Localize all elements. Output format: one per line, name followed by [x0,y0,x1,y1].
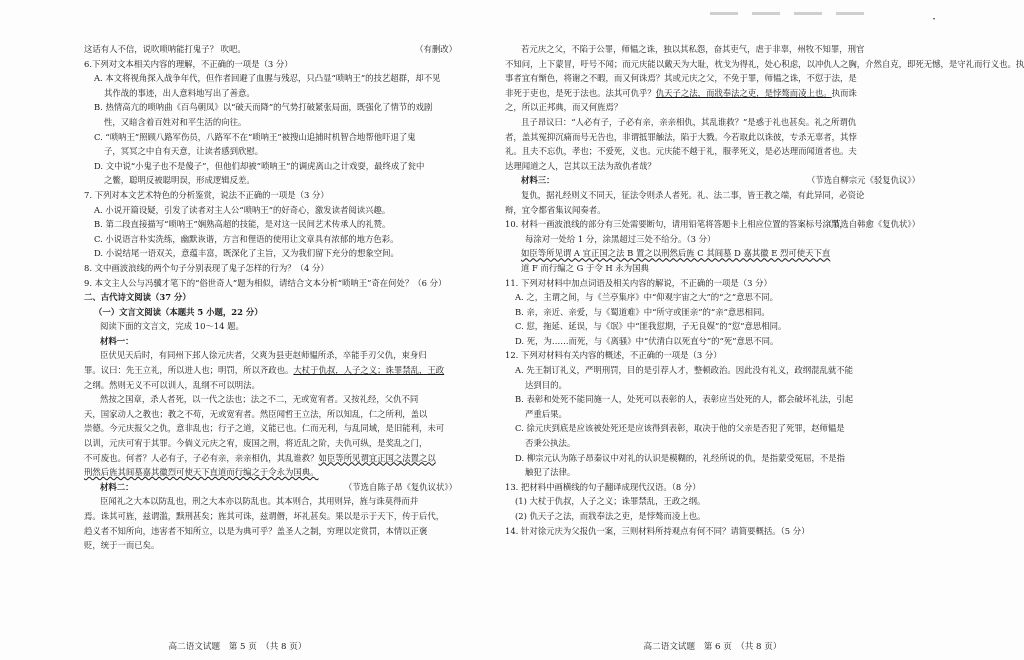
right-text-line [505,378,920,393]
line-text: 11. 下列对材料中加点词语及相关内容的解说，不正确的一项是（3 分） [505,277,772,288]
line-text: B. 亲，亲近、亲爱，与《蜀道难》中“所守或匪亲”的“亲”意思相同。 [515,306,770,317]
right-text-line [505,305,920,320]
left-text-line [84,378,457,393]
line-text: 若元庆之父，不陷于公罪，师韫之诛，独以其私怨，奋其吏气，虐于非辜，州牧不知罪，刑官 [521,44,865,54]
line-text: 触犯了法律。 [525,467,576,478]
line-text: 子，冥冥之中自有天意，让读者感到欣慰。 [104,146,264,157]
left-text-line [84,494,457,509]
footer-right [475,640,950,652]
left-text-line [84,115,457,130]
left-text-line [84,538,457,553]
footer-left [0,640,475,652]
line-text: 12. 下列对材料有关内容的概述，不正确的一项是（3 分） [505,350,722,361]
line-text: D. 小说结尾一语双关，意蕴丰富，既深化了主旨，又为我们留下充分的想象空间。 [94,248,399,259]
left-text-line [84,86,457,101]
right-text-line [505,246,920,261]
left-text-line [84,451,457,466]
left-text-line [84,465,457,480]
line-text: 每涂对一处给 1 分，涂黑超过三处不给分。（3 分） [525,233,716,244]
line-text: C. 愆，拖延、延误，与《氓》中“匪我愆期，子无良媒”的“愆”意思相同。 [515,321,787,332]
left-text-line [84,276,457,291]
right-text-line [505,319,920,334]
left-text-line [84,407,457,422]
right-text-line [505,524,920,539]
right-text-line [505,232,920,247]
right-text-line [505,348,920,363]
line-text: C. 徐元庆到底是应该被处死还是应该得到表彰，取决于他的父亲是否犯了死罪，赵师韫是 [515,423,845,434]
line-text: 礼。且夫不忘仇，孝也；不爱死，义也。元庆能不越于礼，服孝死义，是必达理而闻道者也。夫 [505,146,857,157]
marked-phrase: 仇天子之法，而戕奉法之吏，是悖骜而凌上也。 [655,87,832,98]
line-text: 之，所以正邦典，而又何旌焉？ [505,102,623,113]
line-text: D. 文中说“小鬼子也不是傻子”，但他们却被“唢呐王”的调虎离山之计戏耍，最终成了瓮中 [94,160,425,171]
right-text-line [505,363,920,378]
right-text-line [505,421,920,436]
right-text-line [505,188,920,203]
line-text: 6.下列对文本相关内容的理解，不正确的一项是（3 分） [84,58,293,69]
page-6 [475,0,1024,660]
line-text: 辩，宜令都省集议闻奏者。 [505,204,606,215]
source-note: （节选自柳宗元《驳复仇议》） [806,175,920,186]
source-note: （有删改） [415,44,457,54]
left-text-line [84,42,457,57]
left-text-line [84,100,457,115]
line-text: D. 死，为……而死，与《离骚》中“伏清白以死直兮”的“死”意思不同。 [515,335,779,346]
left-text-line [84,509,457,524]
line-text: 罪。议曰：先王立礼，所以进人也；明罚，所以齐政也。大杖于仇叔，人子之义；诛罪禁乱，王政 [84,365,445,376]
page-5 [0,0,475,660]
right-text-line [505,451,920,466]
line-text: 8. 文中画波浪线的两个句子分别表现了鬼子怎样的行为？（4 分） [84,262,329,273]
right-text-line [505,115,920,130]
line-text: 14. 针对徐元庆为父报仇一案，三则材料所持观点有何不同？请简要概括。（5 分） [505,525,810,536]
page-5-footer: 高二语文试题 第 5 页 （共 8 页） [168,642,307,652]
line-text: 趋义者不知所向，违害者不知所立，以是为典可乎？盖圣人之制，穷理以定赏罚，本情以正褒 [84,525,428,536]
line-text: 材料二： [100,481,134,492]
line-text: B. 表彰和处死不能同施一人，处死可以表彰的人，表彰应当处死的人，都会破坏礼法，引起 [515,394,854,405]
right-text-line [505,159,920,174]
left-text-line [84,188,457,203]
line-text: 材料一： [100,335,134,346]
line-text: 非死于吏也，是死于法也。法其可仇乎？仇天子之法，而戕奉法之吏，是悖骜而凌上也。执而诛 [505,87,857,98]
line-text: 之鳖，聪明反被聪明误，形成逻辑反差。 [104,175,255,186]
page-6-footer: 高二语文试题 第 6 页 （共 8 页） [643,642,782,652]
left-text-line [84,261,457,276]
left-text-line [84,305,457,320]
right-text-line [505,261,920,276]
right-text-line [505,276,920,291]
line-text: 道 F 而行编之 G 于令 H 永为国典 [521,262,649,273]
right-text-line [505,290,920,305]
right-text-line [505,480,920,495]
left-text-line [84,421,457,436]
line-text: 10. 材料一画波浪线的部分有三处需要断句，请用铅笔将答题卡上相应位置的答案标号涂黑， [505,219,848,230]
line-text: 阅读下面的文言文，完成 10～14 题。 [100,321,244,332]
line-text: (1) 大杖于仇叔，人子之义；诛罪禁乱，王政之纲。 [515,496,706,507]
line-text: A. 小说开篇设疑，引发了读者对主人公“唢呐王”的好奇心，激发读者阅读兴趣。 [94,204,391,215]
line-text: 否秉公执法。 [525,438,576,449]
line-text: 达到目的。 [525,379,567,390]
left-text-line [84,363,457,378]
right-text-line [505,100,920,115]
line-text: C. 小说语言朴实洗练，幽默诙谐，方言和俚语的使用让文章具有浓郁的地方色彩。 [94,233,399,244]
right-text-line [505,509,920,524]
line-text: 材料三： [521,175,555,186]
line-text: 者，盖其冤抑沉痛而号无告也，非谓抵罪触法，陷于大戮。今若取此以诛彼，专杀无辜者，其悖 [505,131,857,142]
line-text: 不知问，上下蒙冒，吁号不闻；而元庆能以戴天为大耻，枕戈为得礼，处心积虑，以冲仇人之胸，介然自克，即死无憾，是守礼而行义也。执 [505,58,1024,69]
source-note: （节选自韩愈《复仇状》） [823,219,920,230]
line-text: D. 柳宗元认为陈子昂秦议中对礼的认识是模糊的，礼经所说的仇，是指蒙受冤屈，不是指 [515,452,845,463]
line-text: 事者宜有惭色，将谢之不暇，而又何诛焉？其或元庆之父，不免于罪，师韫之诛，不愆于法，是 [505,73,857,84]
right-text-line [505,334,920,349]
left-text-line [84,57,457,72]
right-text-line [505,42,920,57]
line-text: 如臣等所见谓 A 宜正国之法 B 置之以刑然后旌 C 其闾墓 D 嘉其徽 E 烈可使天下直 [521,248,831,259]
line-text: 崇德。今元庆报父之仇，意非乱也；行子之道，义能已也。仁而无利，与乱同域，是旧能利，未可 [84,423,445,434]
line-text: 13. 把材料中画横线的句子翻译成现代汉语。（8 分） [505,481,701,492]
line-text: 贬，统于一而已矣。 [84,540,160,551]
right-text-line [505,71,920,86]
left-text-line [84,246,457,261]
line-text: 焉。诛其可旌，兹谓滥，黩刑甚矣；旌其可诛，兹谓僭，坏礼甚矣。果以是示于天下，传于后代， [84,511,445,521]
line-text: 性，又暗含着百姓对和平生活的向往。 [104,116,247,127]
line-text: 天，国家动人之教也；教之不苟，无或宽宥者。然臣闻哲王立法，所以知乱，仁之所利，盖以 [84,408,428,419]
line-text: B. 第二段直接描写“唢呐王”娴熟高超的技能，是对这一民间艺术传承人的礼赞。 [94,219,391,230]
source-note: （节选自陈子昂《复仇议状》） [343,481,457,492]
left-text-line [84,159,457,174]
right-text-line [505,465,920,480]
line-text: 刑然后旌其闾墓嘉其徽烈可使天下直道而行编之于令永为国典。 [84,467,319,478]
right-text-line [505,57,1024,72]
right-text-line [505,392,920,407]
line-text: A. 先王制订礼义，严明刑罚，目的是引荐人才，整顿政治。因此没有礼义，政纲混乱就不能 [515,365,853,376]
left-text-line [84,290,457,305]
line-text: 这话有人不信，说吹唢呐能打鬼子？ 吹吧。 [84,44,246,54]
line-text: 之纲。然则无义不可以训人，乱纲不可以明法。 [84,379,260,390]
line-text: 其作战的事迹，出人意料地写出了善意。 [104,87,255,98]
line-text: 以训，元庆可宥于其罪。今倘义元庆之宥，废国之刑，将近乱之阶，夫仇可纵，是奖乱之门， [84,438,428,449]
line-text: 复仇，据礼经则义不同天，征法令则杀人者死。礼、法二事，皆王教之端，有此异同，必资论 [521,189,865,200]
right-text-line [505,130,920,145]
left-text-line [84,203,457,218]
line-text: 且子昂议曰：“人必有子，子必有亲，亲亲相仇，其乱谁救？”是惑于礼也甚矣。礼之所谓仇 [521,116,857,127]
left-text-line [84,524,457,539]
line-text: 臣伏见天后时，有同州下邽人徐元庆者，父爽为县吏赵师韫所杀，卒能手刃父仇，束身归 [100,350,427,361]
line-text: 臣闻礼之大本以防乱也，刑之大本亦以防乱也。其本则合，其用则异，旌与诛莫得而并 [100,496,419,507]
line-text: (2) 仇天子之法，而戕奉法之吏，是悖骜而凌上也。 [515,511,706,521]
line-text: C. “唢呐王”照顾八路军伤员，八路军不在“唢呐王”被搜山追捕时机智合地帮他吓退了鬼 [94,131,416,142]
left-text-line [84,319,457,334]
left-text-line [84,436,457,451]
marked-phrase: 如臣等所见谓宜正国之法置之以 [318,452,436,463]
left-text-line [84,217,457,232]
left-text-line [84,173,457,188]
right-text-line [505,407,920,422]
line-text: 9. 本文主人公与冯骥才笔下的“俗世奇人”题为相似，请结合文本分析“唢呐王”奇在何处？（6 分） [84,277,447,288]
right-text-line [505,494,920,509]
left-text-line [84,334,457,349]
line-text: 7. 下列对本文艺术特色的分析鉴赏，说法不正确的一项是（3 分） [84,189,329,200]
line-text: 不可废也。何者？人必有子，子必有亲，亲亲相仇，其乱谁救？如臣等所见谓宜正国之法置之以 [84,452,436,463]
left-text-line [84,130,457,145]
line-text: 达理闻道之人，岂其以王法为敌仇者哉？ [505,160,656,171]
right-text-line [505,203,920,218]
left-text-line [84,232,457,247]
left-text-line [84,392,457,407]
right-text-line [505,144,920,159]
line-text: A. 本文将视角探入战争年代，但作者回避了血腥与残忍，只凸显“唢呐王”的技艺超群，却不见 [94,73,441,84]
right-text-line [505,86,920,101]
line-text: A. 之，主谓之间，与《兰亭集序》中“仰观宇宙之大”的“之”意思不同。 [515,292,778,303]
right-text-line [505,436,920,451]
line-text: 严重后果。 [525,408,567,419]
left-text-line [84,348,457,363]
line-text: B. 热情高亢的唢呐曲《百鸟朝凤》以“破天而降”的气势打破紧张局面，既强化了情节的戏剧 [94,102,433,113]
line-text: （一）文言文阅读（本题共 5 小题，22 分） [94,306,263,317]
left-text-line [84,144,457,159]
corner-mark: · [932,12,936,26]
left-text-line [84,71,457,86]
line-text: 二、古代诗文阅读（37 分） [84,292,191,303]
line-text: 然按之国章，杀人者死，以一代之法也；法之不二，无或宽宥者。又按礼经，父仇不同 [100,394,419,405]
marked-phrase: 大杖于仇叔，人子之义；诛罪禁乱，王政 [293,365,445,376]
